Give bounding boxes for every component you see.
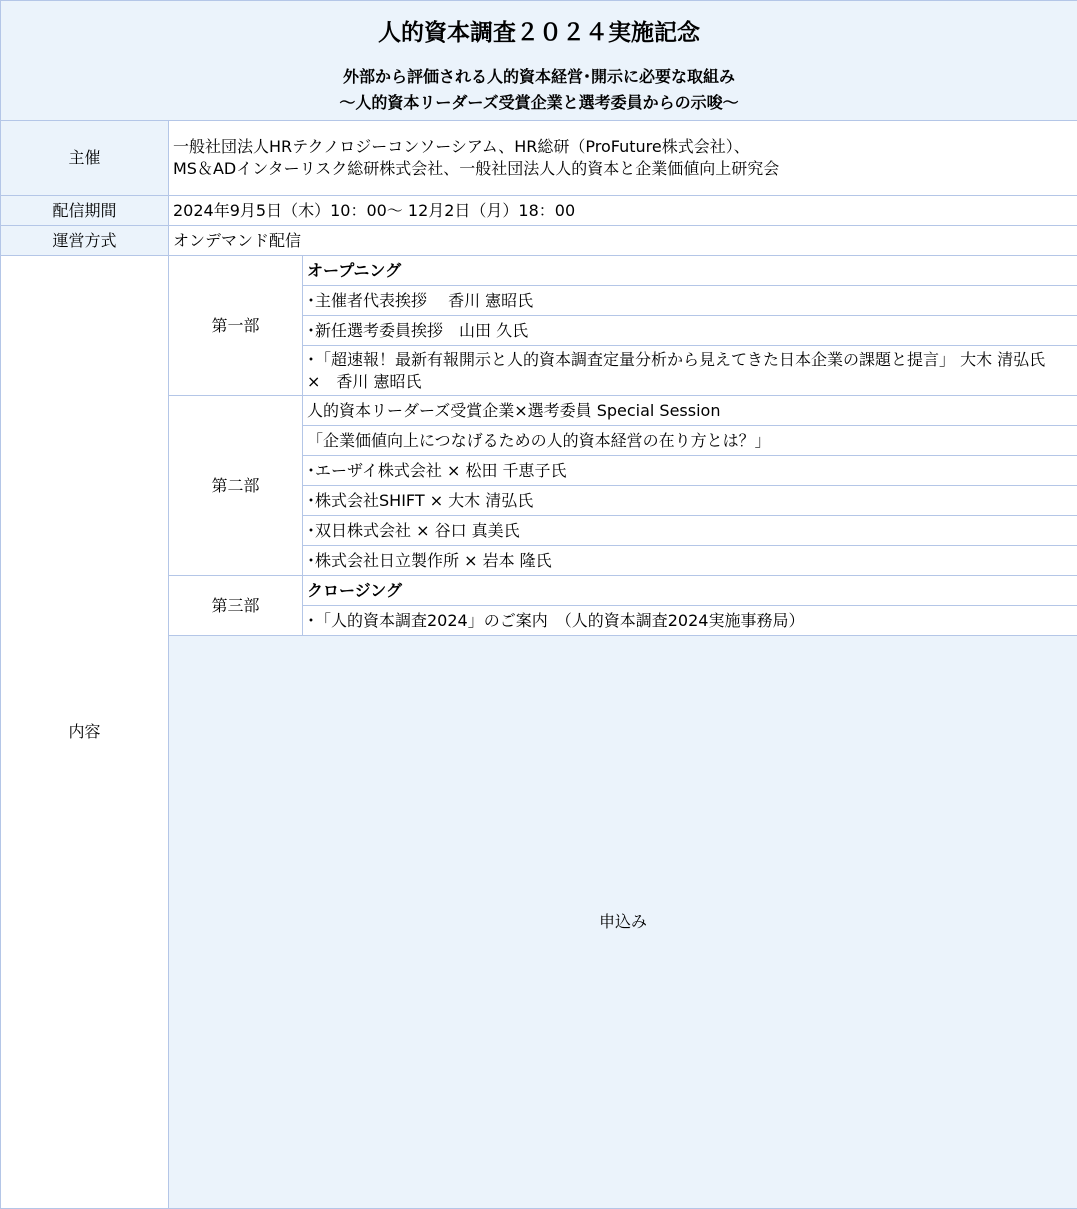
page-title: 人的資本調査２０２４実施記念 (5, 6, 1073, 64)
organizer-line-1: 一般社団法人HRテクノロジーコンソーシアム、HR総研（ProFuture株式会社）、 (173, 136, 1073, 158)
organizer-value[interactable] (169, 121, 1077, 196)
period-row (1, 196, 1077, 226)
method-label[interactable]: 運営方式 (1, 226, 169, 256)
part1-item-new-member[interactable]: ･新任選考委員挨拶 山田 久氏 (303, 316, 1077, 346)
part2-item-sojitz[interactable]: ･双日株式会社 × 谷口 真美氏 (303, 516, 1077, 546)
part1-item-greeting[interactable]: ･主催者代表挨拶 香川 憲昭氏 (303, 286, 1077, 316)
part2-item-session-title[interactable]: 人的資本リーダーズ受賞企業×選考委員 Special Session (303, 396, 1077, 426)
part1-item-opening[interactable]: オープニング (303, 256, 1077, 286)
title-row (1, 1, 1077, 121)
part3-item-guide[interactable]: ･「人的資本調査2024」のご案内 （人的資本調査2024実施事務局） (303, 606, 1077, 636)
part2-label[interactable]: 第二部 (169, 396, 303, 576)
period-value[interactable]: 2024年9月5日（木）10：00～ 12月2日（月）18：00 (169, 196, 1077, 226)
part2-item-eisai[interactable]: ･エーザイ株式会社 × 松田 千恵子氏 (303, 456, 1077, 486)
title-cell[interactable] (1, 1, 1077, 121)
period-label[interactable]: 配信期間 (1, 196, 169, 226)
part2-item-shift[interactable]: ･株式会社SHIFT × 大木 清弘氏 (303, 486, 1077, 516)
subtitle-line-1: 外部から評価される人的資本経営･開示に必要な取組み (5, 64, 1073, 90)
organizer-label[interactable]: 主催 (1, 121, 169, 196)
subtitle-line-2: ～人的資本リーダーズ受賞企業と選考委員からの示唆～ (5, 90, 1073, 116)
apply-label[interactable]: 申込み (169, 636, 1077, 1209)
part3-item-closing[interactable]: クロージング (303, 576, 1077, 606)
part1-item-report[interactable]: ･「超速報！最新有報開示と人的資本調査定量分析から見えてきた日本企業の課題と提言」 大木 清弘氏 × 香川 憲昭氏 (303, 346, 1077, 396)
organizer-line-2: MS＆ADインターリスク総研株式会社、一般社団法人人的資本と企業価値向上研究会 (173, 158, 1073, 180)
method-row (1, 226, 1077, 256)
part2-item-session-theme[interactable]: 「企業価値向上につなげるための人的資本経営の在り方とは？」 (303, 426, 1077, 456)
part2-item-hitachi[interactable]: ･株式会社日立製作所 × 岩本 隆氏 (303, 546, 1077, 576)
content-label[interactable]: 内容 (1, 256, 169, 1209)
method-value[interactable]: オンデマンド配信 (169, 226, 1077, 256)
part3-label[interactable]: 第三部 (169, 576, 303, 636)
part1-row-1 (1, 256, 1077, 286)
part1-label[interactable]: 第一部 (169, 256, 303, 396)
organizer-row (1, 121, 1077, 196)
